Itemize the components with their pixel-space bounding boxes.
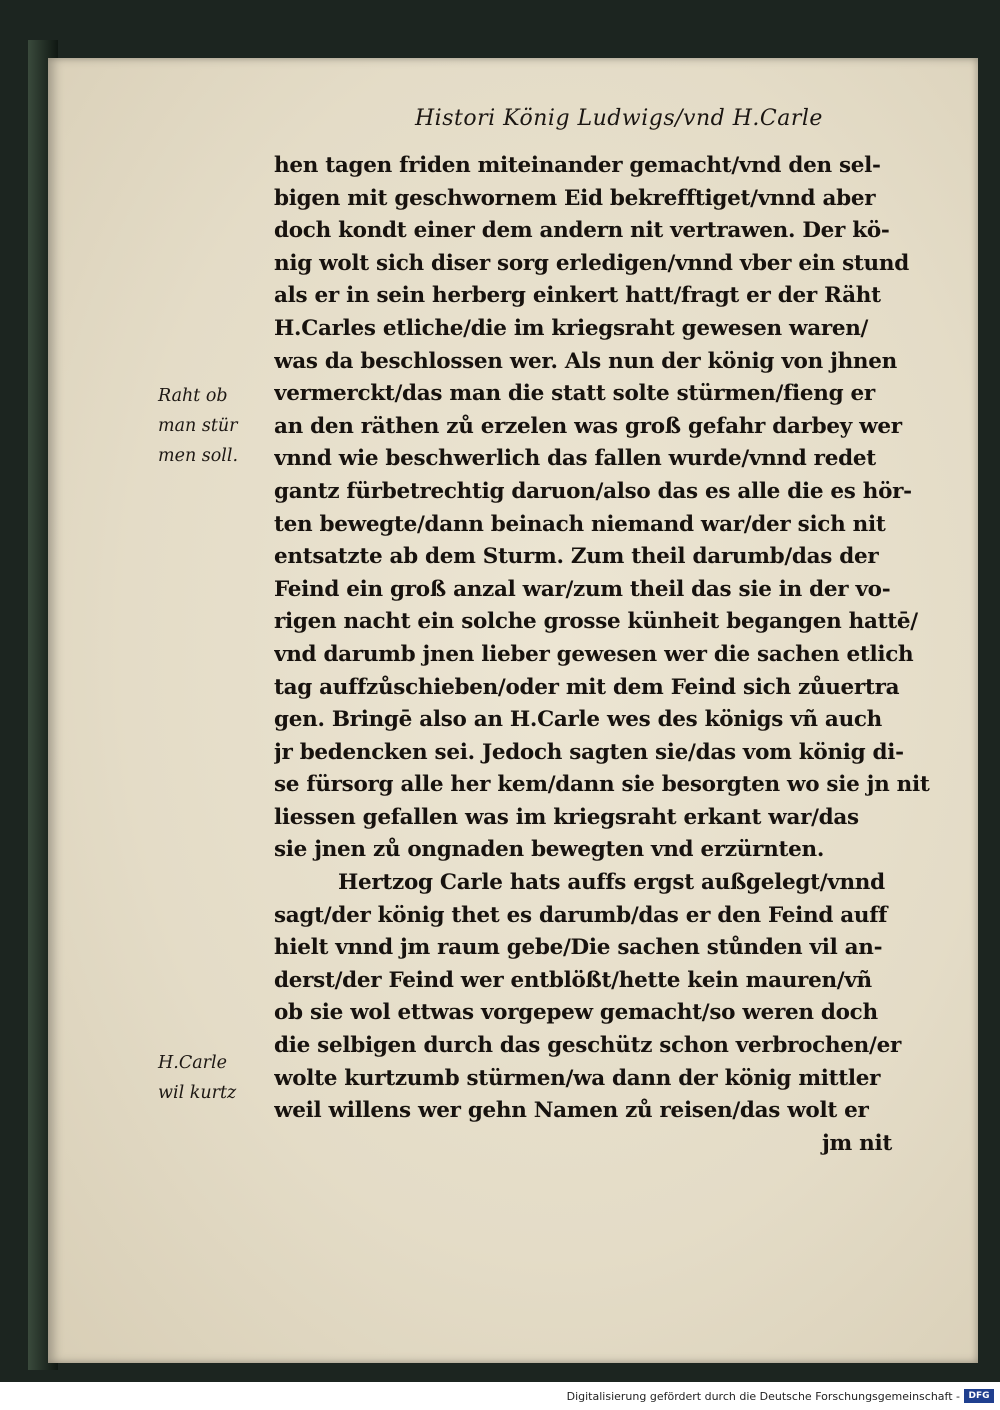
text-line: rigen nacht ein solche grosse künheit begangen hattē/ xyxy=(274,609,918,635)
marginal-note-line: wil kurtz xyxy=(158,1083,237,1103)
text-line: wolte kurtzumb stürmen/wa dann der könig mittler xyxy=(274,1065,881,1091)
text-line: jr bedencken sei. Jedoch sagten sie/das vom könig di- xyxy=(274,739,904,765)
text-line: ob sie wol ettwas vorgepew gemacht/so weren doch xyxy=(274,1000,878,1026)
text-line: weil willens wer gehn Namen zů reisen/das wolt er xyxy=(274,1098,869,1124)
marginal-note xyxy=(158,1048,236,1108)
dfg-logo: DFG xyxy=(964,1389,994,1403)
marginal-note-line: H.Carle xyxy=(158,1053,227,1073)
text-block xyxy=(274,150,954,1160)
text-line: bigen mit geschwornem Eid bekrefftiget/vnnd aber xyxy=(274,185,876,211)
text-line: H.Carles etliche/die im kriegsraht gewesen waren/ xyxy=(274,315,869,341)
text-line: sie jnen zů ongnaden bewegten vnd erzürnten. xyxy=(274,837,824,863)
marginal-note-line: man stür xyxy=(158,416,238,436)
text-line: hielt vnnd jm raum gebe/Die sachen stůnden vil an- xyxy=(274,935,883,961)
text-line: gen. Bringē also an H.Carle wes des königs vñ auch xyxy=(274,707,883,733)
text-line: vnd darumb jnen lieber gewesen wer die sachen etlich xyxy=(274,641,914,667)
text-line: Feind ein groß anzal war/zum theil das sie in der vo- xyxy=(274,576,891,602)
text-line: die selbigen durch das geschütz schon verbrochen/er xyxy=(274,1033,901,1059)
text-line: hen tagen friden miteinander gemacht/vnd den sel- xyxy=(274,153,881,178)
text-line: jm nit xyxy=(822,1130,892,1156)
text-line: als er in sein herberg einkert hatt/fragt er der Räht xyxy=(274,283,881,309)
text-line: se fürsorg alle her kem/dann sie besorgten wo sie jn nit xyxy=(274,772,930,798)
text-line: ten bewegte/dann beinach niemand war/der sich nit xyxy=(274,511,886,537)
marginal-note xyxy=(158,381,238,471)
text-line: doch kondt einer dem andern nit vertrawen. Der kö- xyxy=(274,218,890,244)
text-line: derst/der Feind wer entblößt/hette kein mauren/vñ xyxy=(274,967,872,993)
footer-credit: Digitalisierung gefördert durch die Deutsche Forschungsgemeinschaft - xyxy=(566,1390,960,1403)
text-line: nig wolt sich diser sorg erledigen/vnnd vber ein stund xyxy=(274,250,909,276)
text-line: sagt/der könig thet es darumb/das er den Feind auff xyxy=(274,902,888,928)
text-line: Hertzog Carle hats auffs ergst außgelegt/vnnd xyxy=(338,870,885,896)
text-line: entsatzte ab dem Sturm. Zum theil darumb/das der xyxy=(274,544,879,570)
text-line: an den räthen zů erzelen was groß gefahr darbey wer xyxy=(274,413,902,439)
marginal-note-line: men soll. xyxy=(158,446,239,466)
marginal-note-line: Raht ob xyxy=(158,386,228,406)
text-line: liessen gefallen was im kriegsraht erkant war/das xyxy=(274,804,859,830)
text-line: tag auffzůschieben/oder mit dem Feind sich zůuertra xyxy=(274,674,900,700)
text-line: vnnd wie beschwerlich das fallen wurde/vnnd redet xyxy=(274,446,876,472)
running-head: Histori König Ludwigs/vnd H.Carle xyxy=(415,106,823,131)
text-line: vermerckt/das man die statt solte stürmen/fieng er xyxy=(274,381,875,407)
text-line: gantz fürbetrechtig daruon/also das es alle die es hör- xyxy=(274,478,912,504)
text-line: was da beschlossen wer. Als nun der könig von jhnen xyxy=(274,348,897,374)
